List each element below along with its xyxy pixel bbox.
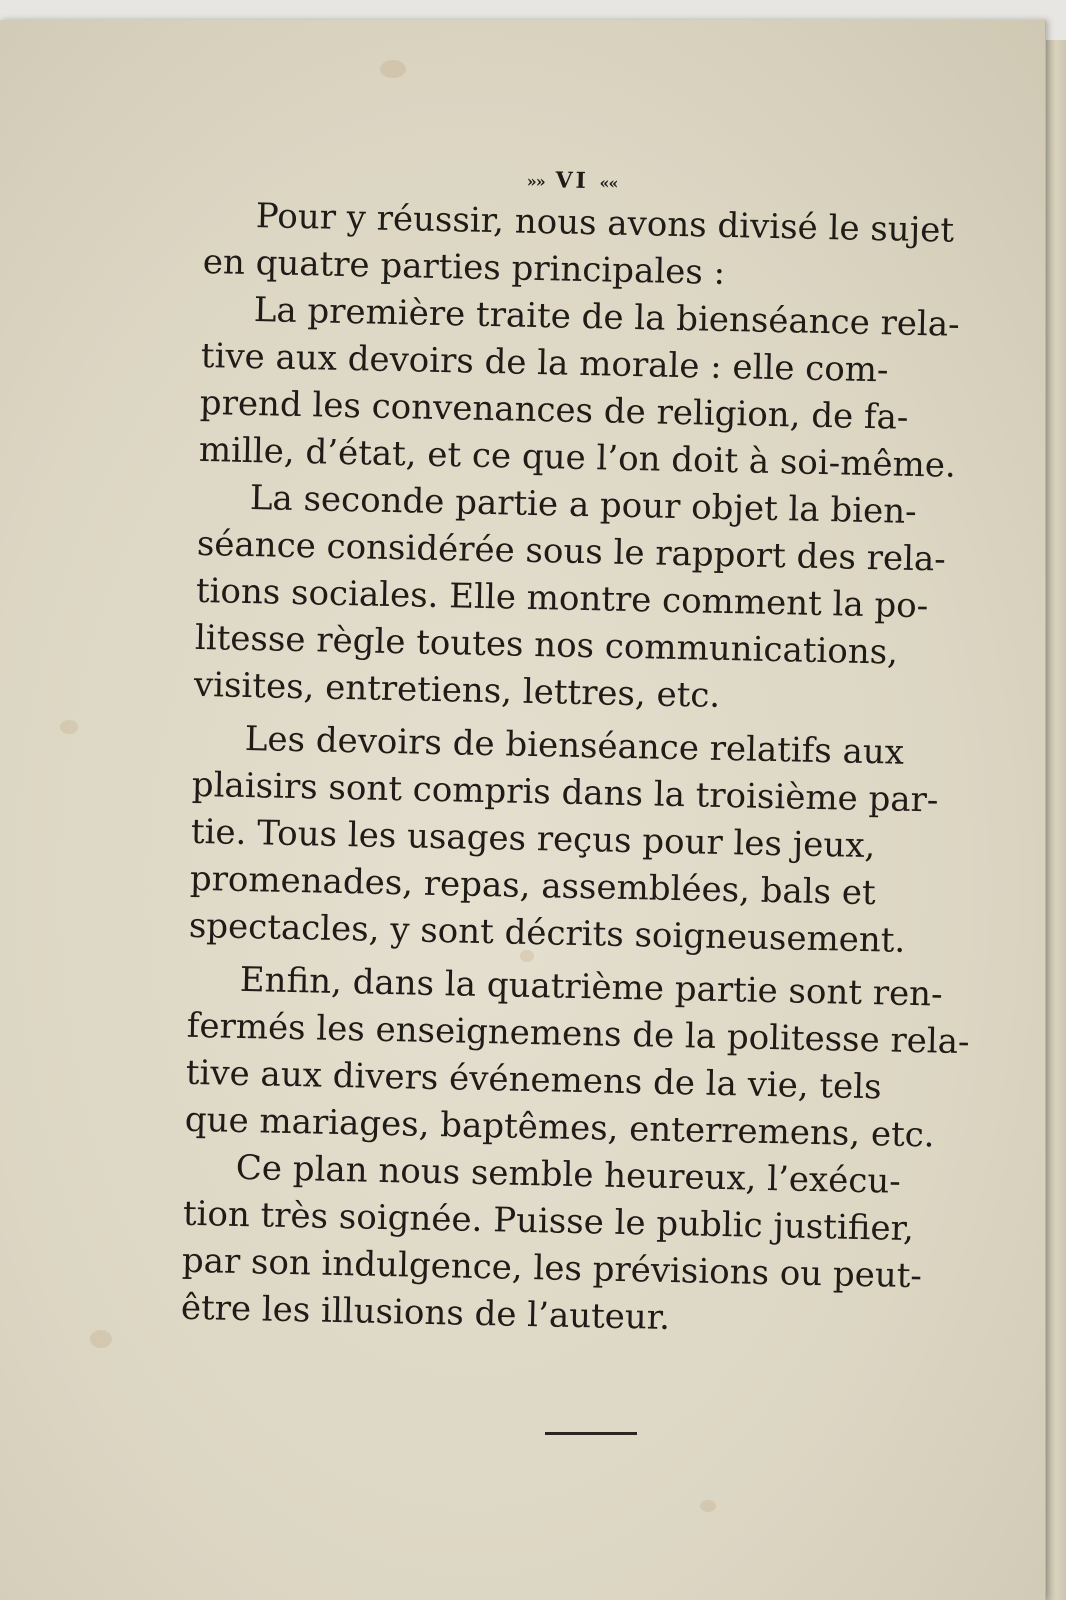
page-number: VI — [555, 167, 590, 195]
text-line: promenades, repas, assemblées, bals et — [189, 858, 877, 914]
page-text — [180, 160, 970, 1347]
text-line: Ce plan nous semble heureux, l’exécu- — [235, 1147, 902, 1202]
text-line: Les devoirs de bienséance relatifs aux — [244, 718, 905, 773]
foxing-spot — [700, 1500, 716, 1512]
ornament-right: «« — [599, 173, 618, 193]
text-line: visites, entretiens, lettres, etc. — [193, 664, 721, 716]
text-line: fermés les enseignemens de la politesse rela- — [186, 1005, 970, 1063]
text-line: prend les convenances de religion, de fa- — [199, 382, 909, 438]
text-line: tie. Tous les usages reçus pour les jeux, — [190, 811, 876, 867]
text-line: La seconde partie a pour objet la bien- — [249, 478, 918, 532]
text-line: par son indulgence, les prévisions ou peut- — [181, 1240, 923, 1297]
text-line: séance considérée sous le rapport des rela- — [196, 523, 947, 580]
paragraph-3 — [193, 474, 947, 724]
foxing-spot — [90, 1330, 112, 1348]
paragraph-1 — [202, 192, 955, 301]
paragraph-6 — [180, 1144, 923, 1347]
paragraph-4 — [188, 715, 939, 965]
text-line: que mariages, baptêmes, enterremens, etc. — [184, 1099, 935, 1156]
text-line: litesse règle toutes nos communications, — [194, 617, 899, 673]
text-line: La première traite de la bienséance rela- — [253, 290, 961, 345]
ornament-left: »» — [526, 171, 545, 192]
text-line: tive aux divers événemens de la vie, tels — [185, 1052, 883, 1108]
foxing-spot — [60, 720, 78, 734]
text-line: tion très soignée. Puisse le public justifier, — [182, 1193, 915, 1250]
text-line: plaisirs sont compris dans la troisième par- — [191, 764, 939, 821]
closing-rule — [545, 1432, 637, 1435]
foxing-spot — [380, 60, 406, 78]
text-line: en quatre parties principales : — [202, 241, 726, 293]
text-line: Pour y réussir, nous avons divisé le sujet — [255, 196, 955, 251]
text-line: être les illusions de l’auteur. — [180, 1287, 671, 1338]
paragraph-5 — [184, 956, 970, 1159]
text-line: spectacles, y sont décrits soigneusement. — [188, 905, 906, 961]
text-line: mille, d’état, et ce que l’on doit à soi-même. — [198, 429, 957, 486]
text-line: tive aux devoirs de la morale : elle com- — [200, 335, 889, 391]
text-line: Enfin, dans la quatrième partie sont ren- — [239, 959, 943, 1015]
paragraph-2 — [198, 286, 961, 489]
text-line: tions sociales. Elle montre comment la po- — [195, 570, 929, 627]
